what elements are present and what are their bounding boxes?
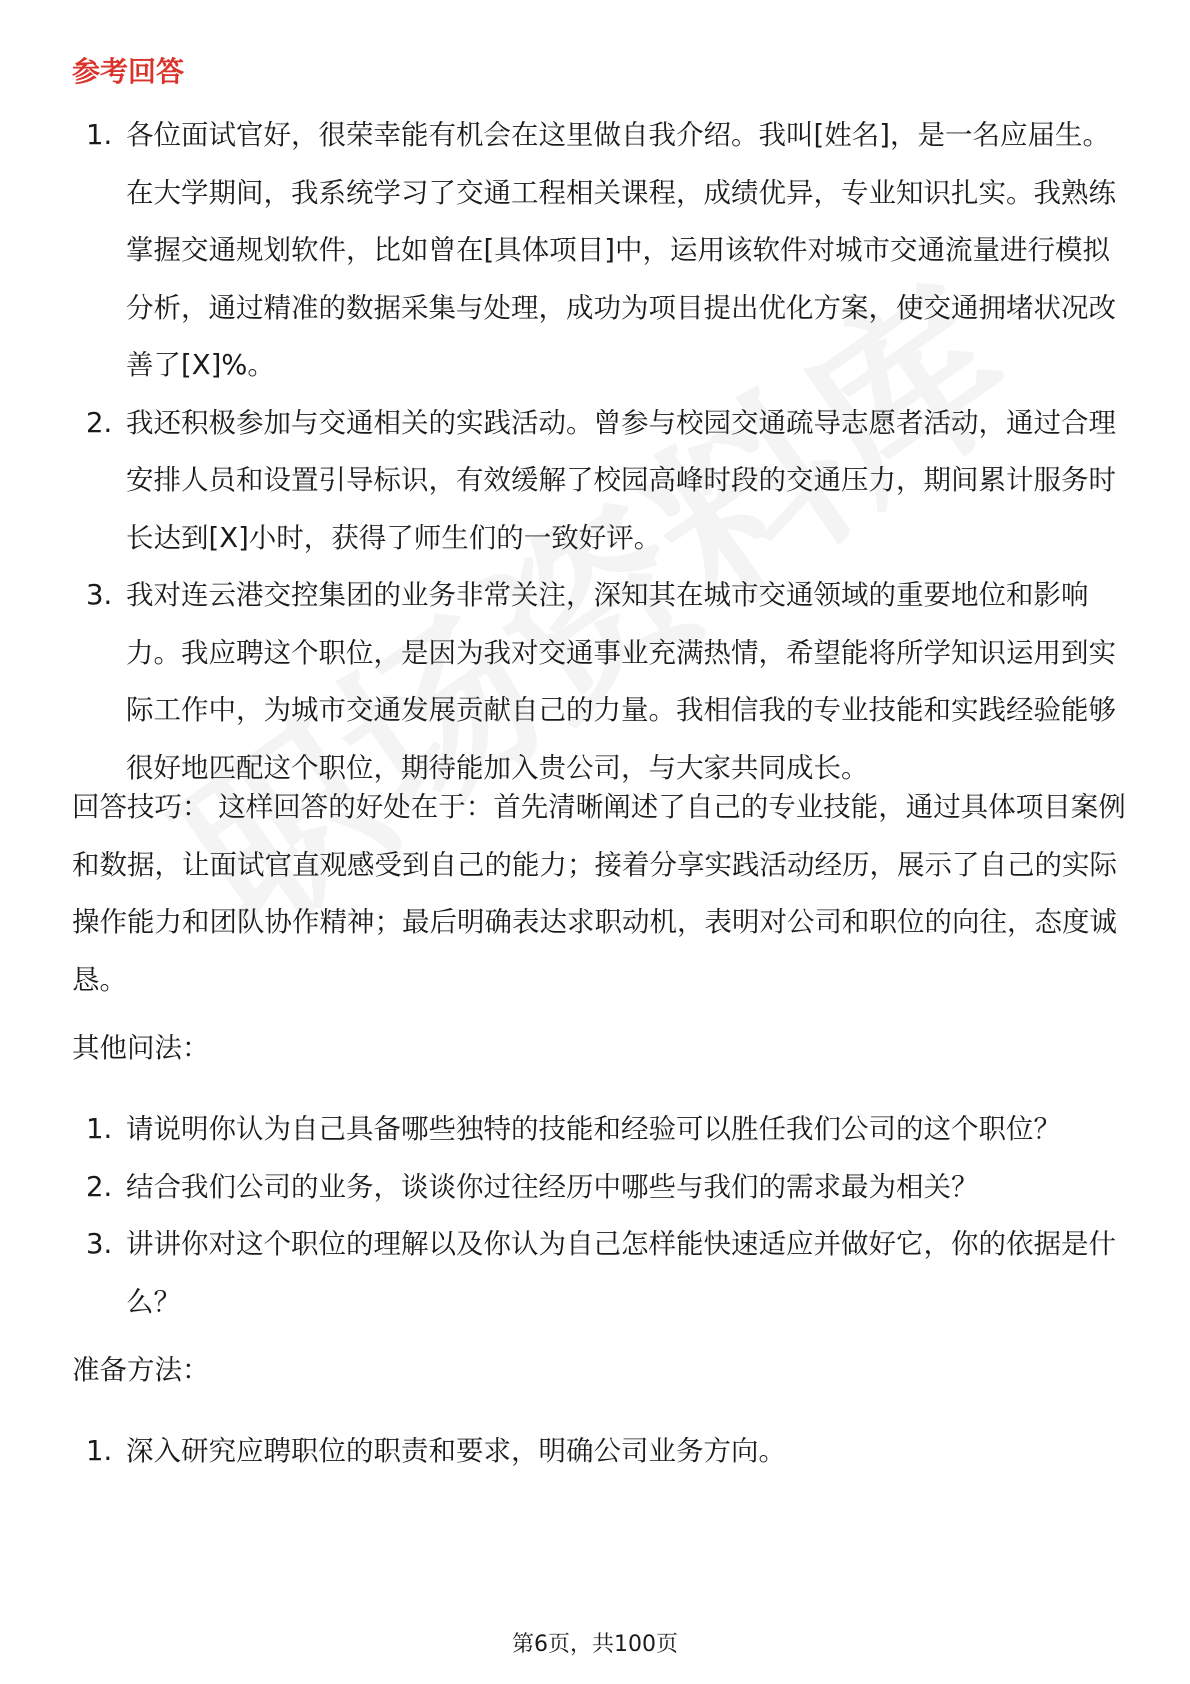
list-item [72,1101,1132,1159]
item-number: 2. [86,406,113,439]
item-number: 3. [86,579,113,611]
item-number: 1. [86,1435,113,1467]
item-text: 讲讲你对这个职位的理解以及你认为自己怎样能快速适应并做好它，你的依据是什么？ [126,1228,1116,1318]
list-item [72,1159,1132,1217]
item-number: 1. [86,1113,113,1145]
preparation-heading: 准备方法： [72,1354,210,1386]
list-item [72,395,1132,568]
list-item [72,567,1132,797]
list-item [72,1423,1132,1481]
item-number: 3. [86,1228,113,1260]
item-text: 各位面试官好，很荣幸能有机会在这里做自我介绍。我叫[姓名]，是一名应届生。在大学期间，我系统学习了交通工程相关课程，成绩优异，专业知识扎实。我熟练掌握交通规划软件，比如曾在[具体项目]中，运用该软件对城市交通流量进行模拟分析，通过精准的数据采集与处理，成功为项目提出优化方案，使交通拥堵状况改善了[X]%。 [126,119,1116,381]
list-item [72,107,1132,395]
item-text: 深入研究应聘职位的职责和要求，明确公司业务方向。 [126,1435,786,1467]
item-text: 请说明你认为自己具备哪些独特的技能和经验可以胜任我们公司的这个职位？ [126,1113,1061,1145]
answer-list [72,107,1132,797]
list-item [72,1216,1132,1331]
item-number: 2. [86,1170,113,1203]
item-text: 我还积极参加与交通相关的实践活动。曾参与校园交通疏导志愿者活动，通过合理安排人员和设置引导标识，有效缓解了校园高峰时段的交通压力，期间累计服务时长达到[X]小时，获得了师生们的一致好评。 [126,406,1116,554]
item-text: 结合我们公司的业务，谈谈你过往经历中哪些与我们的需求最为相关？ [126,1170,979,1203]
item-text: 我对连云港交控集团的业务非常关注，深知其在城市交通领域的重要地位和影响力。我应聘这个职位，是因为我对交通事业充满热情，希望能将所学知识运用到实际工作中，为城市交通发展贡献自己的力量。我相信我的专业技能和实践经验能够很好地匹配这个职位，期待能加入贵公司，与大家共同成长。 [126,579,1116,784]
preparation-list [72,1423,1132,1481]
other-questions-list [72,1101,1132,1331]
other-questions-heading: 其他问法： [72,1032,210,1064]
section-title: 参考回答 [72,55,185,88]
tips-paragraph: 回答技巧： 这样回答的好处在于：首先清晰阐述了自己的专业技能，通过具体项目案例和数据，让面试官直观感受到自己的能力；接着分享实践活动经历，展示了自己的实际操作能力和团队协作精神；最后明确表达求职动机，表明对公司和职位的向往，态度诚恳。 [72,791,1126,996]
item-number: 1. [86,119,113,151]
page-footer: 第6页，共100页 [512,1632,678,1657]
